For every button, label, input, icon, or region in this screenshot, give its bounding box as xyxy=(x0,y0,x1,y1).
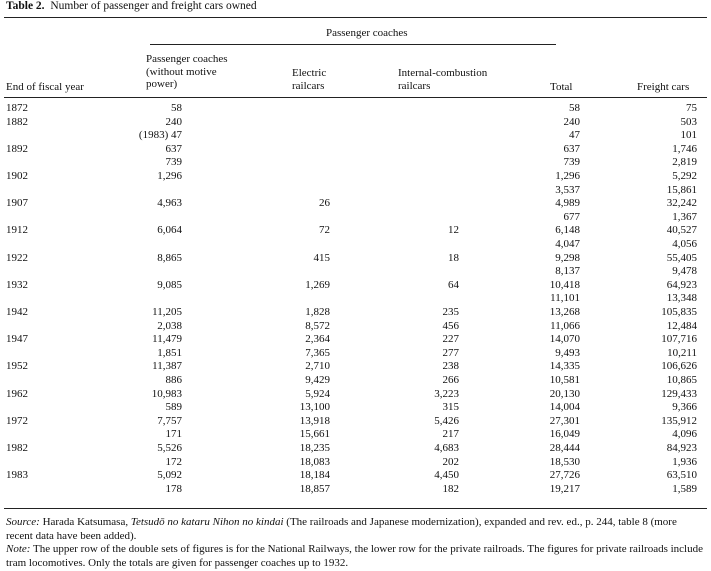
cell-internal-combustion: 182 xyxy=(442,482,459,495)
cell-coaches: 58 xyxy=(171,102,182,114)
cell-coaches: 5,092 xyxy=(157,469,182,482)
cell-total: 240 xyxy=(563,115,580,128)
cell-internal-combustion: 227 xyxy=(442,333,459,346)
cell-freight: 40,527 xyxy=(666,224,697,237)
cell-freight: 5,292 xyxy=(672,170,697,182)
bottom-rule xyxy=(4,508,707,509)
cell-total: 14,335 xyxy=(549,360,580,373)
cell-freight: 1,936 xyxy=(672,455,697,468)
cell-year: 1892 xyxy=(6,142,28,155)
cell-year: 1942 xyxy=(6,306,28,318)
cell-total: 677 xyxy=(563,210,580,223)
cell-internal-combustion: 217 xyxy=(442,428,459,441)
table-caption: Number of passenger and freight cars owned xyxy=(50,0,257,12)
cell-internal-combustion: 315 xyxy=(442,401,459,414)
cell-total: 13,268 xyxy=(549,306,580,318)
cell-year: 1907 xyxy=(6,197,28,210)
cell-total: 9,298 xyxy=(555,251,580,264)
header-year: End of fiscal year xyxy=(6,81,84,93)
cell-internal-combustion: 5,426 xyxy=(434,414,459,427)
cell-coaches: 8,865 xyxy=(157,251,182,264)
cell-electric: 18,235 xyxy=(299,442,330,454)
cell-internal-combustion: 202 xyxy=(442,455,459,468)
cell-total: 14,070 xyxy=(549,333,580,346)
cell-year: 1952 xyxy=(6,360,28,373)
cell-internal-combustion: 238 xyxy=(442,360,459,373)
table-notes xyxy=(6,516,706,570)
header-internal-combustion: Internal-combustion railcars xyxy=(398,67,488,92)
cell-electric: 5,924 xyxy=(305,387,330,400)
top-rule xyxy=(4,17,707,18)
cell-total: 47 xyxy=(569,129,580,142)
table-number: Table 2. xyxy=(6,0,45,12)
cell-total: 14,004 xyxy=(549,401,580,414)
cell-total: 6,148 xyxy=(555,224,580,237)
cell-year: 1912 xyxy=(6,224,28,237)
cell-freight: 63,510 xyxy=(666,469,697,482)
cell-freight: 9,478 xyxy=(672,265,697,278)
cell-electric: 1,269 xyxy=(305,278,330,291)
group-header: Passenger coaches xyxy=(326,27,408,39)
cell-total: 11,101 xyxy=(550,292,580,305)
cell-total: 27,726 xyxy=(549,469,580,482)
cell-freight: 101 xyxy=(680,129,697,142)
cell-freight: 129,433 xyxy=(661,387,697,400)
table-title xyxy=(6,0,257,12)
cell-freight: 10,211 xyxy=(667,346,697,359)
cell-freight: 13,348 xyxy=(666,292,697,305)
cell-electric: 2,710 xyxy=(305,360,330,373)
cell-coaches: 178 xyxy=(165,482,182,495)
cell-coaches: 4,963 xyxy=(157,197,182,210)
cell-electric: 2,364 xyxy=(305,333,330,346)
cell-coaches: 9,085 xyxy=(157,278,182,291)
cell-total: 4,047 xyxy=(555,238,580,250)
cell-total: 27,301 xyxy=(549,414,580,427)
cell-freight: 64,923 xyxy=(666,278,697,291)
cell-coaches: (1983) 47 xyxy=(138,129,182,142)
cell-freight: 1,367 xyxy=(672,210,697,223)
cell-year: 1922 xyxy=(6,251,28,264)
cell-total: 739 xyxy=(563,156,580,169)
source-book-title: Tetsudō no kataru Nihon no kindai xyxy=(130,516,284,528)
cell-freight: 1,589 xyxy=(672,482,697,495)
cell-year: 1947 xyxy=(6,333,28,346)
cell-year: 1983 xyxy=(6,469,28,482)
cell-internal-combustion: 456 xyxy=(442,319,459,332)
cell-total: 11,066 xyxy=(550,319,580,332)
cell-year: 1902 xyxy=(6,170,28,182)
cell-electric: 8,572 xyxy=(305,319,330,332)
source-label: Source: xyxy=(6,516,40,528)
cell-freight: 10,865 xyxy=(666,374,697,386)
cell-total: 1,296 xyxy=(555,170,580,182)
cell-year: 1932 xyxy=(6,278,28,291)
cell-electric: 18,184 xyxy=(299,469,330,482)
header-coaches: Passenger coaches (without motive power) xyxy=(146,53,228,90)
cell-coaches: 7,757 xyxy=(157,414,182,427)
cell-total: 10,418 xyxy=(549,278,580,291)
cell-freight: 32,242 xyxy=(666,197,697,210)
cell-internal-combustion: 235 xyxy=(442,306,459,318)
cell-total: 637 xyxy=(563,142,580,155)
cell-year: 1882 xyxy=(6,115,28,128)
cell-freight: 107,716 xyxy=(661,333,697,346)
cell-coaches: 886 xyxy=(165,374,182,386)
cell-freight: 135,912 xyxy=(661,414,697,427)
cell-freight: 15,861 xyxy=(666,183,697,196)
cell-coaches: 11,479 xyxy=(152,333,182,346)
cell-coaches: 6,064 xyxy=(157,224,182,237)
cell-total: 3,537 xyxy=(555,183,580,196)
cell-total: 9,493 xyxy=(555,346,580,359)
cell-internal-combustion: 12 xyxy=(448,224,459,237)
cell-freight: 2,819 xyxy=(672,156,697,169)
cell-coaches: 172 xyxy=(165,455,182,468)
cell-coaches: 2,038 xyxy=(157,319,182,332)
cell-freight: 55,405 xyxy=(666,251,697,264)
cell-coaches: 171 xyxy=(165,428,182,441)
cell-freight: 4,096 xyxy=(672,428,697,441)
cell-coaches: 11,205 xyxy=(152,306,182,318)
cell-electric: 18,083 xyxy=(299,455,330,468)
cell-total: 20,130 xyxy=(549,387,580,400)
cell-freight: 9,366 xyxy=(672,401,697,414)
cell-electric: 26 xyxy=(319,197,330,210)
cell-coaches: 739 xyxy=(165,156,182,169)
cell-electric: 18,857 xyxy=(299,482,330,495)
cell-total: 16,049 xyxy=(549,428,580,441)
cell-internal-combustion: 4,683 xyxy=(434,442,459,454)
cell-internal-combustion: 18 xyxy=(448,251,459,264)
cell-electric: 15,661 xyxy=(299,428,330,441)
header-total: Total xyxy=(550,81,573,93)
cell-internal-combustion: 64 xyxy=(448,278,459,291)
cell-total: 8,137 xyxy=(555,265,580,278)
cell-coaches: 11,387 xyxy=(152,360,182,373)
cell-electric: 13,918 xyxy=(299,414,330,427)
cell-freight: 4,056 xyxy=(672,238,697,250)
cell-electric: 72 xyxy=(319,224,330,237)
cell-electric: 415 xyxy=(313,251,330,264)
cell-freight: 75 xyxy=(686,102,697,114)
cell-coaches: 1,851 xyxy=(157,346,182,359)
cell-freight: 12,484 xyxy=(666,319,697,332)
cell-freight: 1,746 xyxy=(672,142,697,155)
cell-coaches: 637 xyxy=(165,142,182,155)
cell-electric: 1,828 xyxy=(305,306,330,318)
cell-coaches: 1,296 xyxy=(157,170,182,182)
cell-internal-combustion: 277 xyxy=(442,346,459,359)
cell-internal-combustion: 3,223 xyxy=(434,387,459,400)
cell-total: 4,989 xyxy=(555,197,580,210)
cell-total: 28,444 xyxy=(549,442,580,454)
cell-year: 1872 xyxy=(6,102,28,114)
source-note: Source: Harada Katsumasa, Tetsudō no kataru Nihon no kindai (The railroads and Japanese modernization), expanded and rev. ed., p. 244, table 8 (more recent data have been added). xyxy=(6,516,677,542)
cell-year: 1982 xyxy=(6,442,28,454)
cell-electric: 9,429 xyxy=(305,374,330,386)
cell-electric: 13,100 xyxy=(299,401,330,414)
cell-total: 58 xyxy=(569,102,580,114)
cell-internal-combustion: 266 xyxy=(442,374,459,386)
cell-coaches: 589 xyxy=(165,401,182,414)
cell-year: 1972 xyxy=(6,414,28,427)
cell-year: 1962 xyxy=(6,387,28,400)
cell-electric: 7,365 xyxy=(305,346,330,359)
cell-freight: 503 xyxy=(680,115,697,128)
cell-total: 18,530 xyxy=(549,455,580,468)
note-label: Note: xyxy=(6,543,31,555)
cell-coaches: 240 xyxy=(165,115,182,128)
explanatory-note: Note: The upper row of the double sets of figures is for the National Railways, the lower row for the private railroads. The figures for private railroads include tram locomotives. Only the totals are given for passenger coaches up to 1932. xyxy=(6,543,703,569)
cell-freight: 106,626 xyxy=(661,360,697,373)
header-rule xyxy=(4,97,707,98)
cell-freight: 105,835 xyxy=(661,306,697,318)
cell-freight: 84,923 xyxy=(666,442,697,454)
header-freight: Freight cars xyxy=(637,81,690,93)
cell-total: 19,217 xyxy=(549,482,580,495)
cell-total: 10,581 xyxy=(549,374,580,386)
cell-coaches: 5,526 xyxy=(157,442,182,454)
group-rule xyxy=(150,44,556,45)
cell-internal-combustion: 4,450 xyxy=(434,469,459,482)
header-electric: Electric railcars xyxy=(292,67,327,92)
cell-coaches: 10,983 xyxy=(151,387,182,400)
